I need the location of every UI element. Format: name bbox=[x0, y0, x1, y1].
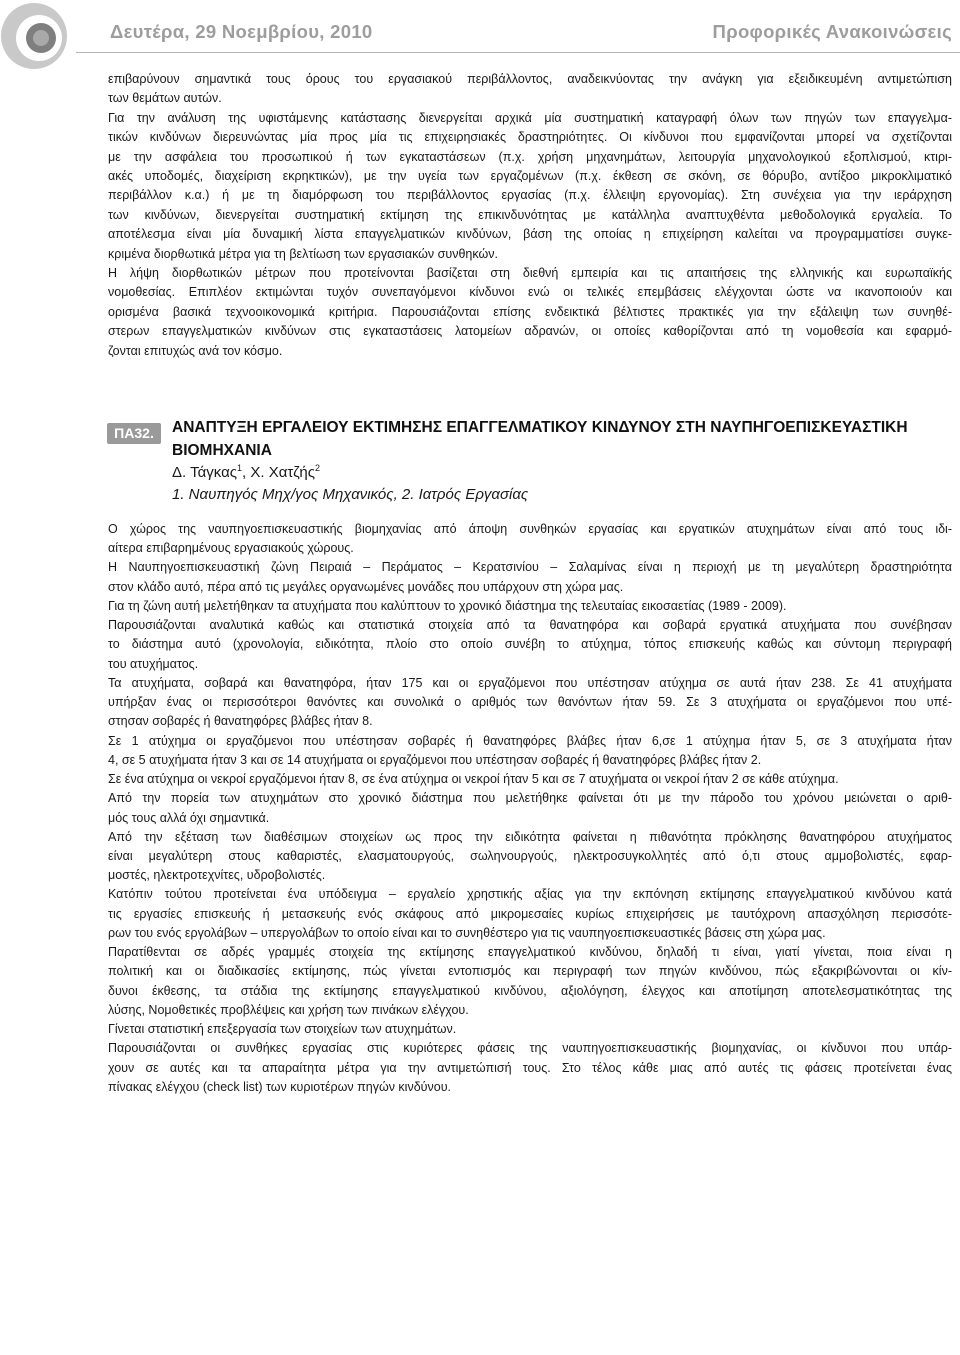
abstract-body bbox=[108, 520, 952, 1097]
author-name: Δ. Τάγκας bbox=[172, 464, 237, 481]
paragraph bbox=[108, 70, 952, 109]
paragraph-line: περιβάλλον κ.α.) ή με τη διαμόρφωση του περιβάλλοντος εργασίας (π.χ. έλλειψη εργονομίας). Στη συνέχεια για την ιεράρχηση bbox=[108, 188, 952, 203]
author-affiliation-marker: 1 bbox=[237, 463, 243, 473]
paragraph-line: ορισμένα βασικά τεχνοοικονομικά κριτήρια. Παρουσιάζονται επίσης ενδεικτικά βέλτιστες πρακτικές για την εξάλειψη των συνηθέ- bbox=[108, 304, 952, 319]
paragraph bbox=[108, 732, 952, 770]
author-list bbox=[172, 462, 957, 484]
author-separator: , bbox=[242, 464, 251, 481]
paragraph-line: των κινδύνων, διενεργείται συστηματική εκτίμηση της επικινδυνότητας με κατάλληλα αναπτυχθέντα μεθοδολογικά εργαλεία. Το bbox=[108, 207, 952, 222]
author-affiliation-marker: 2 bbox=[315, 463, 321, 473]
paragraph-line: στερων επαγγελματικών κινδύνων στις εγκαταστάσεις λατομείων αδρανών, οι οποίες καθορίζονται από τη νομοθεσία και εφαρμό- bbox=[108, 324, 952, 339]
paragraph-line: Γίνεται στατιστική επεξεργασία των στοιχείων των ατυχημάτων. bbox=[108, 1022, 457, 1037]
paragraph-line: αποτέλεσμα είναι μία δυναμική λίστα επαγγελματικών κινδύνων, βάση της οποίας η επιχείρηση καλείται να προγραμματίσει συγκε- bbox=[108, 227, 952, 242]
paragraph-line: επιβαρύνουν σημαντικά τους όρους του εργασιακού περιβάλλοντος, αναδεικνύοντας την ανάγκη για εξειδικευμένη αντιμετώπιση bbox=[108, 72, 952, 86]
paragraph bbox=[108, 1020, 952, 1039]
paragraph-line: πίνακας ελέγχου (check list) των κυριοτέρων πηγών κινδύνου. bbox=[108, 1079, 452, 1094]
author-affiliations: 1. Ναυπηγός Μηχ/γος Μηχανικός, 2. Ιατρός Εργασίας bbox=[172, 486, 529, 503]
paragraph bbox=[108, 943, 952, 1020]
paragraph-line: Σε ένα ατύχημα οι νεκροί εργαζόμενοι ήταν 8, σε ένα ατύχημα οι νεκροί ήταν 5 και σε 7 ατυχήματα οι νεκροί ήταν 2 σε κάθε ατύχημα. bbox=[108, 772, 839, 787]
paragraph bbox=[108, 109, 952, 264]
paragraph-line: του ατυχήματος. bbox=[108, 656, 199, 671]
paragraph bbox=[108, 674, 952, 732]
abstract-heading bbox=[172, 416, 957, 506]
paragraph-line: λύσης, Νομοθετικές προβλέψεις και χρήση των πινάκων ελέγχου. bbox=[108, 1002, 469, 1017]
paragraph-line: 4, σε 5 ατυχήματα ήταν 3 και σε 14 ατυχήματα οι εργαζόμενοι που υπέστησαν σοβαρές ή θανατηφόρες βλάβες ήταν 2. bbox=[108, 752, 762, 767]
paragraph-line: Ο χώρος της ναυπηγοεπισκευαστικής βιομηχανίας από άποψη συνθηκών εργασίας και εργατικών ατυχημάτων είναι από τους ιδι- bbox=[108, 522, 952, 536]
paragraph-line: Τα ατυχήματα, σοβαρά και θανατηφόρα, ήταν 175 και οι εργαζόμενοι που υπέστησαν ατύχημα σε αυτά ήταν 238. Σε 41 ατυχήματα bbox=[108, 675, 952, 690]
paragraph bbox=[108, 828, 952, 886]
paragraph-line: Για τη ζώνη αυτή μελετήθηκαν τα ατυχήματα που καλύπτουν το χρονικό διάστημα της τελευταίας εικοσαετίας (1989 - 2009). bbox=[108, 598, 787, 613]
paragraph-line: ζονται επιτυχώς ανά τον κόσμο. bbox=[108, 343, 283, 358]
session-type: Προφορικές Ανακοινώσεις bbox=[712, 21, 952, 42]
paragraph-line: Παρουσιάζονται αναλυτικά καθώς και στατιστικά στοιχεία από τα θανατηφόρα και σοβαρά εργατικά ατυχήματα που συνέβησαν bbox=[108, 618, 952, 633]
paragraph-line: Κατόπιν τούτου προτείνεται ένα υπόδειγμα – εργαλείο χρηστικής αξίας για την εκπόνηση εκτίμησης επαγγελματικού κινδύνου κατά bbox=[108, 887, 952, 902]
paragraph bbox=[108, 558, 952, 596]
paragraph bbox=[108, 770, 952, 789]
paragraph-line: Παρατίθενται σε αδρές γραμμές στοιχεία της εκτίμησης επαγγελματικού κινδύνου, δηλαδή τι είναι, γιατί γίνεται, ποια είναι η bbox=[108, 945, 952, 960]
paragraph-line: Από την πορεία των ατυχημάτων στο χρονικό διάστημα που μελετήθηκε φαίνεται ότι με την πάροδο του χρόνου μειώνεται ο αριθ- bbox=[108, 791, 952, 806]
abstract-code-badge: ΠΑ32. bbox=[107, 423, 161, 444]
abstract-title: ΑΝΑΠΤΥΞΗ ΕΡΓΑΛΕΙΟΥ ΕΚΤΙΜΗΣΗΣ ΕΠΑΓΓΕΛΜΑΤΙΚΟΥ ΚΙΝΔΥΝΟΥ ΣΤΗ ΝΑΥΠΗΓΟΕΠΙΣΚΕΥΑΣΤΙΚΗ ΒΙΟΜΗΧΑΝΙΑ bbox=[172, 419, 908, 459]
previous-abstract-continuation bbox=[108, 70, 952, 361]
header-divider bbox=[76, 52, 960, 53]
paragraph-line: Η λήψη διορθωτικών μέτρων που προτείνονται βασίζεται στη διεθνή εμπειρία και τις απαιτήσεις της ελληνικής και ευρωπαϊκής bbox=[108, 266, 952, 281]
conference-logo-icon bbox=[0, 0, 80, 80]
paragraph-line: ακές υποδομές, διαχείριση εκρηκτικών), με την υγεία των εργαζομένων (π.χ. έκθεση σε σκόνη, σε θόρυβο, αντίξοο μικροκλιματικό bbox=[108, 169, 952, 184]
paragraph-line: μός τους αλλά όχι σημαντικά. bbox=[108, 810, 270, 825]
paragraph-line: δυνοι έκθεσης, τα στάδια της εκτίμησης επαγγελματικού κινδύνου, αξιολόγηση, έλεγχος και αποτίμηση αποτελεσματικότητας της bbox=[108, 983, 952, 998]
paragraph-line: Η Ναυπηγοεπισκευαστική ζώνη Πειραιά – Περάματος – Κερατσινίου – Σαλαμίνας είναι η περιοχή με τη μεγαλύτερη δραστηριότητα bbox=[108, 560, 952, 575]
paragraph-line: κριμένα διορθωτικά μέτρα για τη βελτίωση των εργασιακών συνθηκών. bbox=[108, 246, 498, 261]
paragraph-line: ρων του ενός εργολάβων – υπεργολάβων το οποίο είναι και το συνηθέστερο για τις ναυπηγοεπισκευαστικές βάσεις στη χώρα μας. bbox=[108, 925, 826, 940]
paragraph-line: στησαν σοβαρές ή θανατηφόρες βλάβες ήταν 8. bbox=[108, 714, 373, 729]
paragraph-line: των θεμάτων αυτών. bbox=[108, 91, 222, 106]
paragraph bbox=[108, 264, 952, 361]
paragraph-line: Σε 1 ατύχημα οι εργαζόμενοι που υπέστησαν σοβαρές ή θανατηφόρες βλάβες ήταν 6,σε 1 ατύχημα ήταν 5, σε 3 ατυχήματα ήταν bbox=[108, 733, 952, 748]
paragraph bbox=[108, 520, 952, 558]
paragraph-line: Από την εξέταση των διαθέσιμων στοιχείων ως προς την ειδικότητα φαίνεται η πιθανότητα πρόκλησης θανατηφόρου ατυχήματος bbox=[108, 829, 952, 844]
paragraph-line: τικών κινδύνων διερευνώντας μία προς μία τις επιχειρησιακές δραστηριότητες. Οι κίνδυνοι που εμφανίζονται μπορεί να σχετίζονται bbox=[108, 130, 952, 145]
paragraph-line: με την ασφάλεια του προσωπικού ή των εγκαταστάσεων (π.χ. χρήση μηχανημάτων, λειτουργία μηχανολογικού εξοπλισμού, κτιρι- bbox=[108, 149, 952, 164]
paragraph-line: είναι μεγαλύτερη στους καθαριστές, ελασματουργούς, σωληνουργούς, ηλεκτροσυγκολλητές από ό,τι στους αμμοβολιστές, εφαρ- bbox=[108, 848, 952, 863]
session-date: Δευτέρα, 29 Νοεμβρίου, 2010 bbox=[110, 21, 373, 42]
paragraph-line: πολιτική και οι διαδικασίες εκτίμησης, πώς γίνεται εντοπισμός και περιγραφή των πηγών κινδύνου, πώς εξακριβώνονται οι κίν- bbox=[108, 964, 952, 979]
paragraph-line: τις εργασίες επισκευής ή μετασκευής ενός σκάφους από μικρομεσαίες κυρίως επιχειρήσεις με ταυτόχρονη απασχόληση περισσότε- bbox=[108, 906, 952, 921]
author-name: Χ. Χατζής bbox=[250, 464, 316, 481]
paragraph-line: υπήρξαν ένας οι περισσότεροι θανόντες και συνολικά ο αριθμός των θανόντων ήταν 59. Σε 3 ατυχήματα οι εργαζόμενοι που υπέ- bbox=[108, 695, 952, 710]
paragraph-line: νομοθεσίας. Επιπλέον εκτιμώνται τυχόν συνεπαγόμενοι κίνδυνοι ενώ οι τελικές επεμβάσεις ελέγχονται ώστε να ικανοποιούν και bbox=[108, 285, 952, 300]
paragraph bbox=[108, 885, 952, 943]
paragraph-line: μοστές, ηλεκτροτεχνίτες, υδροβολιστές. bbox=[108, 868, 326, 883]
paragraph-line: Παρουσιάζονται οι συνθήκες εργασίας στις κυριότερες φάσεις της ναυπηγοεπισκευαστικής βιομηχανίας, οι κίνδυνοι που υπάρ- bbox=[108, 1041, 952, 1056]
paragraph bbox=[108, 789, 952, 827]
paragraph-line: αίτερα επιβαρημένους εργασιακούς χώρους. bbox=[108, 541, 354, 556]
paragraph-line: το διάστημα αυτό (χρονολογία, ειδικότητα, πλοίο στο οποίο συνέβη το ατύχημα, τόπος επισκευής καθώς και σύντομη περιγραφή bbox=[108, 637, 952, 652]
paragraph-line: στον κλάδο αυτό, πέρα από τις μεγάλες οργανωμένες μονάδες που υπάρχουν στη χώρα μας. bbox=[108, 579, 624, 594]
paragraph-line: Για την ανάλυση της υφιστάμενης κατάστασης διενεργείται αρχικά μία συστηματική καταγραφή όλων των πηγών των επαγγελμα- bbox=[108, 110, 952, 125]
paragraph-line: χουν σε αυτές και τα απαραίτητα μέτρα για την αντιμετώπισή τους. Στο τέλος κάθε μιας από αυτές τις φάσεις προτείνεται ένας bbox=[108, 1060, 952, 1075]
paragraph bbox=[108, 616, 952, 674]
paragraph bbox=[108, 597, 952, 616]
paragraph bbox=[108, 1039, 952, 1097]
